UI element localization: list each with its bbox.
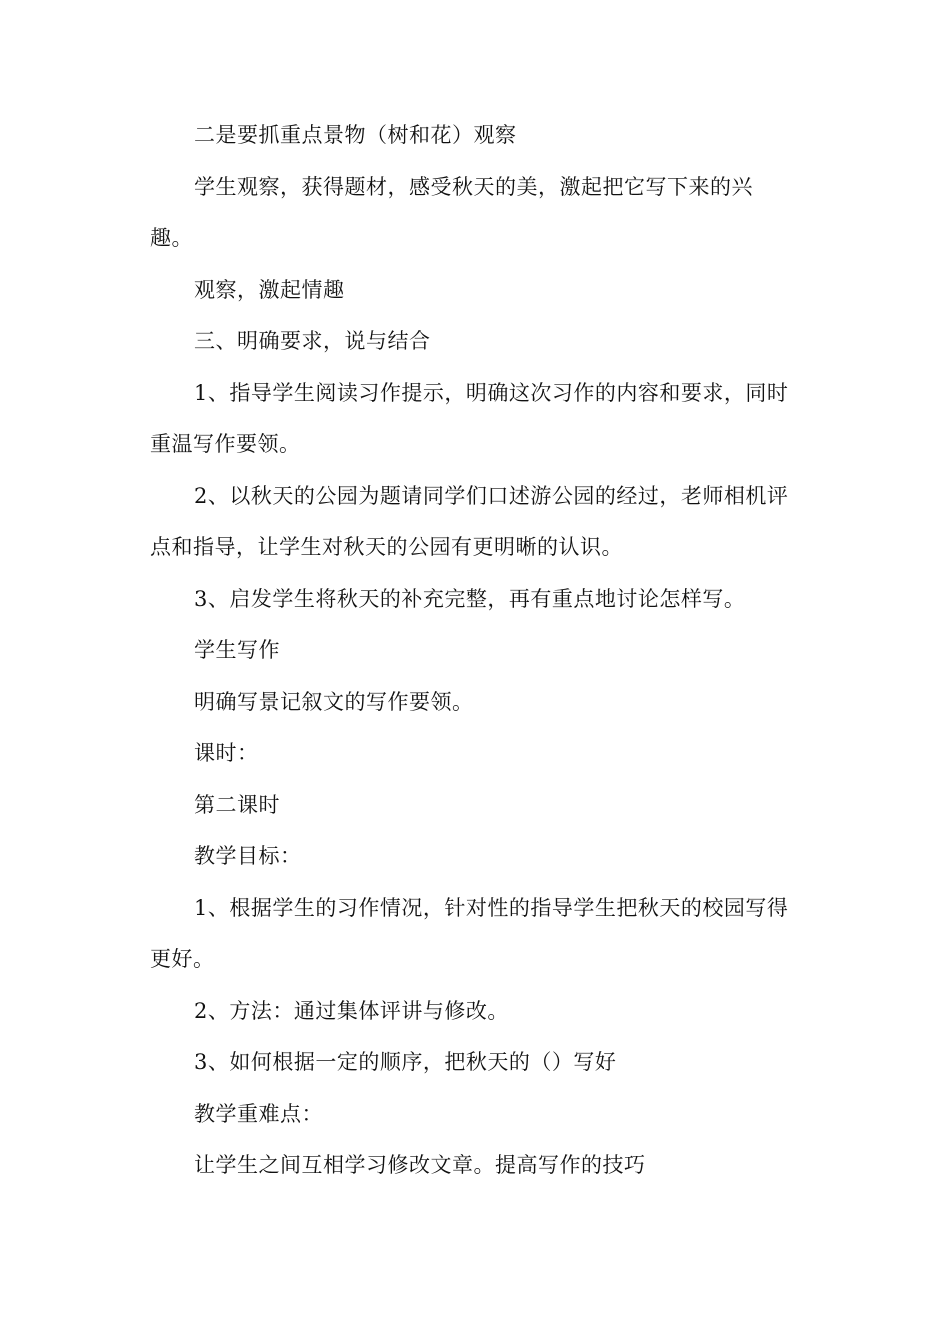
paragraph-observe-focus: 二是要抓重点景物（树和花）观察: [194, 123, 517, 147]
paragraph-step-2: 2、以秋天的公园为题请同学们口述游公园的经过，老师相机评点和指导，让学生对秋天的公园有更明晰的认识。: [150, 483, 789, 559]
label-teaching-goals: 教学目标：: [194, 844, 302, 868]
paragraph-observe-interest: 观察，激起情趣: [194, 277, 345, 302]
label-key-difficulties: 教学重难点：: [194, 1101, 323, 1126]
paragraph-goal-3: 3、如何根据一定的顺序，把秋天的（）写好: [194, 1050, 617, 1074]
paragraph-key-difficulty: 让学生之间互相学习修改文章。提高写作的技巧: [194, 1153, 646, 1177]
paragraph-goal-2: 2、方法：通过集体评讲与修改。: [194, 998, 509, 1023]
heading-second-lesson: 第二课时: [194, 792, 280, 817]
paragraph-step-3: 3、启发学生将秋天的补充完整，再有重点地讨论怎样写。: [194, 586, 746, 611]
section-heading-requirements: 三、明确要求，说与结合: [194, 329, 431, 353]
paragraph-goal-1: 1、根据学生的习作情况，针对性的指导学生把秋天的校园写得更好。: [150, 895, 789, 971]
paragraph-student-observe: 学生观察，获得题材，感受秋天的美，激起把它写下来的兴趣。: [150, 174, 753, 250]
document-body: [150, 110, 790, 1192]
label-class-hours: 课时：: [194, 741, 259, 765]
paragraph-writing-essentials: 明确写景记叙文的写作要领。: [194, 689, 474, 714]
paragraph-student-writing: 学生写作: [194, 638, 280, 662]
paragraph-step-1: 1、指导学生阅读习作提示，明确这次习作的内容和要求，同时重温写作要领。: [150, 380, 789, 456]
